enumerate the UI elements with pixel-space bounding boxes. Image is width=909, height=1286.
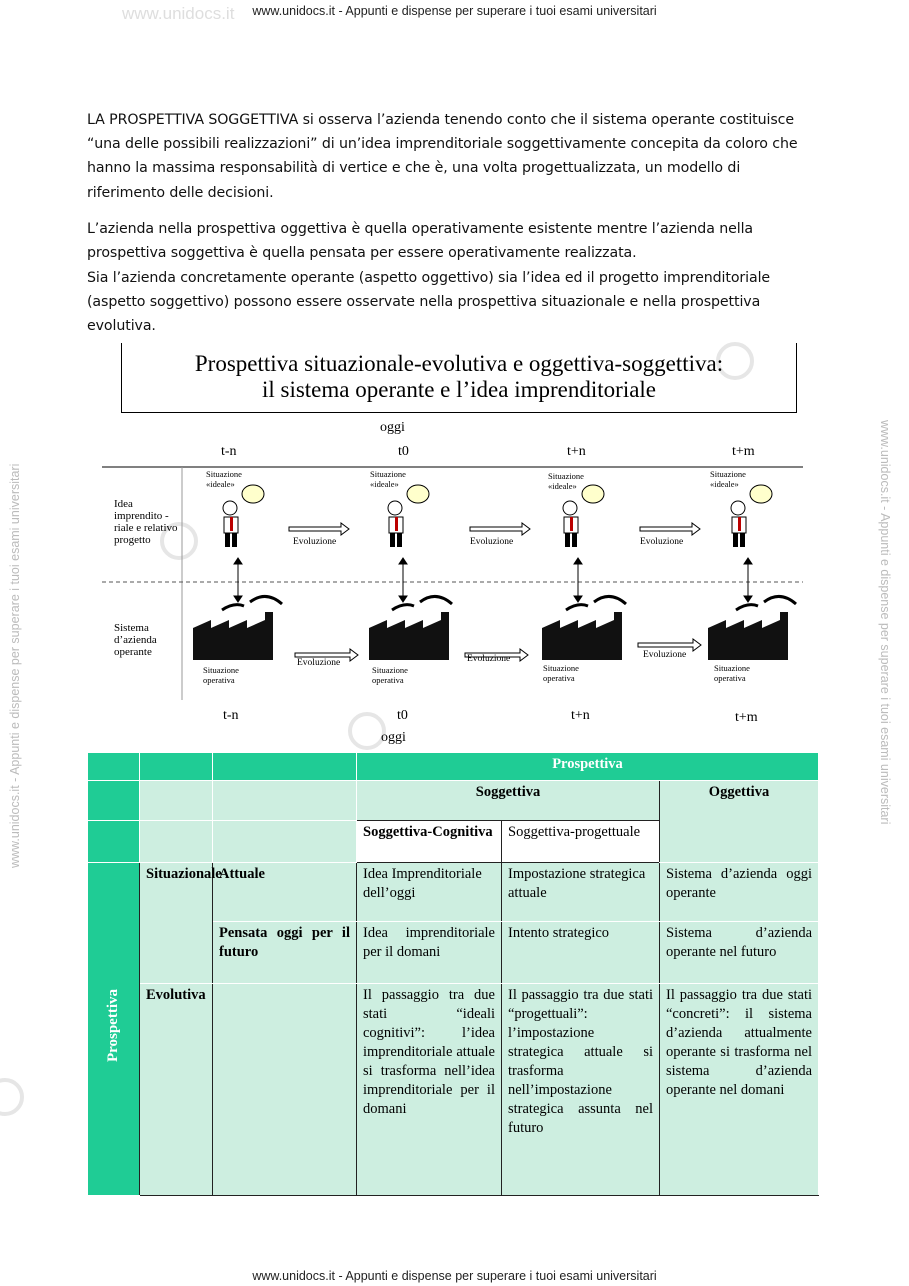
cell-r3c2: Il passaggio tra due stati “progettuali”: l’impostazione strategica attuale si trasforma nell’impostazione strategica assunta nel futuro [502,984,660,1196]
table-cell [213,821,357,863]
time-top-2: t+n [567,444,586,459]
paragraph-oggettiva-vs-soggettiva: L’azienda nella prospettiva oggettiva è quella operativamente esistente mentre l’azienda nella prospettiva soggettiva è quella pensata per essere operativamente realizzata. [87,221,754,262]
evoluzione-label: Evoluzione [640,537,684,547]
cell-r2c1: Idea imprenditoriale per il domani [357,922,502,984]
header-prospettiva: Prospettiva [357,753,819,781]
diagram-graphics [100,340,805,750]
row-header-evolutiva: Evolutiva [140,984,213,1196]
time-bottom-2: t+n [571,708,590,723]
time-bottom-0: t-n [223,708,239,723]
situazione-ideale-label: Situazione «ideale» [370,469,406,489]
paragraph-situazionale-evolutiva: Sia l’azienda concretamente operante (aspetto oggettivo) sia l’idea ed il progetto imprenditoriale (aspetto soggettivo) possono essere osservate nella prospettiva situazionale e nella prospettiva evolutiva. [87,270,771,335]
situazione-ideale-label: Situazione «ideale» [710,469,746,489]
prospettiva-diagram [100,340,805,750]
oggi-top-label: oggi [380,420,405,435]
cell-r3c1: Il passaggio tra due stati “ideali cognitivi”: l’idea imprenditoriale attuale si trasforma nell’idea imprenditoriale per il domani [357,984,502,1196]
cell-r2c2: Intento strategico [502,922,660,984]
row-header-attuale: Attuale [213,863,357,922]
header-soggettiva: Soggettiva [357,781,660,821]
vertical-label: Prospettiva [105,989,121,1063]
table-cell [140,753,213,781]
cell-r1c2: Impostazione strategica attuale [502,863,660,922]
header-watermark: www.unidocs.it - Appunti e dispense per superare i tuoi esami universitari [252,4,657,18]
table-cell [213,781,357,821]
prospettiva-table [87,752,819,1196]
evoluzione-label: Evoluzione [467,654,511,664]
table-cell [213,753,357,781]
cell-r2c3: Sistema d’azienda operante nel futuro [660,922,819,984]
diagram-title-line1: Prospettiva situazionale-evolutiva e oggettiva-soggettiva: [194,351,724,376]
situazione-operativa-label: Situazione operativa [714,663,750,683]
header-soggettiva-cognitiva: Soggettiva-Cognitiva [357,821,502,863]
right-side-watermark: www.unidocs.it - Appunti e dispense per superare i tuoi esami universitari [878,420,892,825]
evoluzione-label: Evoluzione [470,537,514,547]
situazione-ideale-label: Situazione «ideale» [206,469,242,489]
left-side-watermark: www.unidocs.it - Appunti e dispense per superare i tuoi esami universitari [8,463,22,868]
row-label-idea: Idea imprendito -riale e relativo progetto [114,498,178,546]
situazione-operativa-label: Situazione operativa [372,665,408,685]
row-header-situazionale: Situazionale [140,863,213,984]
diagram-title-line2: il sistema operante e l’idea imprenditoriale [261,377,657,402]
time-bottom-1: t0 [397,708,408,723]
cell-r1c1: Idea Imprenditoriale dell’oggi [357,863,502,922]
time-top-0: t-n [221,444,237,459]
row-label-sistema: Sistema d’azienda operante [114,622,157,658]
table-cell [88,781,140,821]
evoluzione-label: Evoluzione [293,537,337,547]
table-cell [213,984,357,1196]
oggi-bottom-label: oggi [381,730,406,745]
table-cell [140,781,213,821]
table-cell [88,753,140,781]
header-soggettiva-progettuale: Soggettiva-progettuale [502,821,660,863]
situazione-operativa-label: Situazione operativa [543,663,579,683]
row-header-prospettiva [88,863,140,1196]
table-cell [140,821,213,863]
header-oggettiva: Oggettiva [660,781,819,863]
time-top-1: t0 [398,444,409,459]
evoluzione-label: Evoluzione [643,650,687,660]
paragraph-prospettiva-soggettiva: LA PROSPETTIVA SOGGETTIVA si osserva l’azienda tenendo conto che il sistema operante costituisce “una delle possibili realizzazioni” di un’idea imprenditoriale soggettivamente concepita da coloro che hanno la massima responsabilità di vertice e che è, una volta progettualizzata, un modello di riferimento delle decisioni. [87,112,798,201]
ghost-logo-icon [0,1078,24,1116]
evoluzione-label: Evoluzione [297,658,341,668]
footer-watermark: www.unidocs.it - Appunti e dispense per superare i tuoi esami universitari [252,1269,657,1283]
table-cell [88,821,140,863]
row-header-pensata: Pensata oggi per il futuro [213,922,357,984]
cell-r3c3: Il passaggio tra due stati “concreti”: il sistema d’azienda attualmente operante si trasforma nel sistema d’azienda operante nel domani [660,984,819,1196]
double-arrow-icon [234,558,752,602]
situazione-ideale-label: Situazione «ideale» [548,471,584,491]
cell-r1c3: Sistema d’azienda oggi operante [660,863,819,922]
smoke-curve-icon [222,596,796,610]
time-bottom-3: t+m [735,710,758,725]
header-ghost-watermark: www.unidocs.it [122,4,235,23]
situazione-operativa-label: Situazione operativa [203,665,239,685]
time-top-3: t+m [732,444,755,459]
